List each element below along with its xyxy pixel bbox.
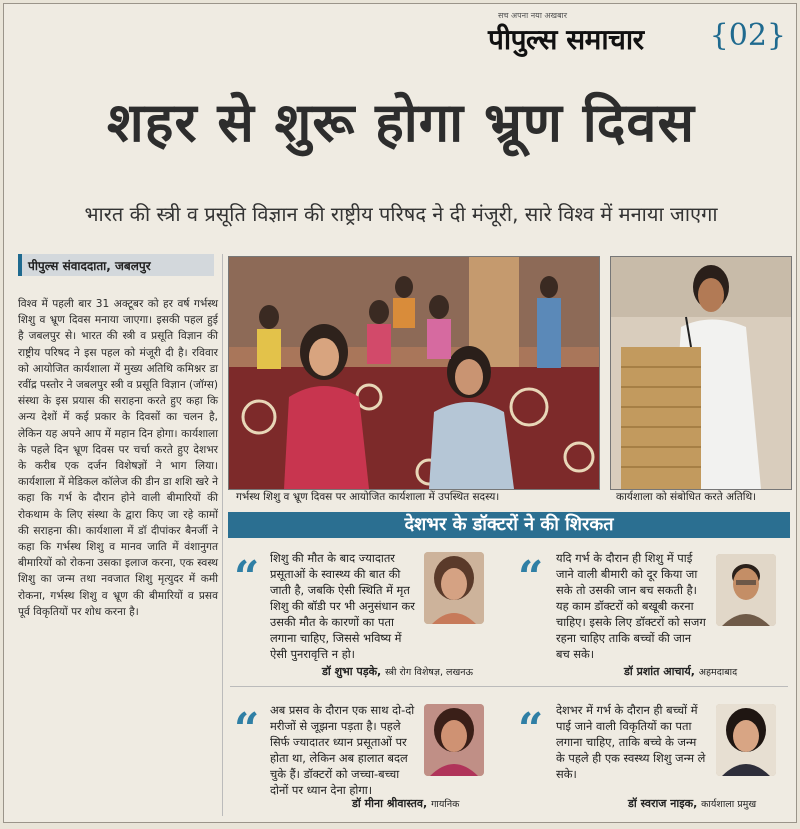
subheadline: भारत की स्त्री व प्रसूति विज्ञान की राष्ट्रीय परिषद ने दी मंजूरी, सारे विश्व में मनाया जाएगा — [84, 202, 718, 226]
portrait-meena-srivastava — [424, 704, 484, 776]
byline: पीपुल्स संवाददाता, जबलपुर — [18, 254, 214, 276]
masthead — [434, 8, 790, 72]
photo-caption-speaker: कार्यशाला को संबोधित करते अतिथि। — [616, 491, 757, 503]
quote-author-role-1: स्त्री रोग विशेषज्ञ, लखनऊ — [385, 667, 473, 678]
quote-mark-icon: “ — [518, 704, 544, 755]
quote-mark-icon: “ — [234, 552, 260, 603]
quote-author-name-4: डॉ स्वराज नाइक, — [628, 797, 698, 810]
photo-caption-audience: गर्भस्थ शिशु व भ्रूण दिवस पर आयोजित कार्यशाला में उपस्थित सदस्य। — [236, 491, 500, 503]
column-divider — [222, 254, 223, 816]
portrait-shubha-padke — [424, 552, 484, 624]
quote-text-4: देशभर में गर्भ के दौरान ही बच्चों में पाई जाने वाली विकृतियों का पता लगाना चाहिए, ताकि बच्चे के जन्म के पहले ही एक स्वस्थ्य शिशु जन्म ले सके। — [556, 703, 706, 781]
portrait-prashant-acharya — [716, 554, 776, 626]
quote-author-role-3: गायनिक — [431, 799, 460, 810]
speaker-photo — [610, 256, 792, 490]
quote-author-name-1: डॉ शुभा पड़के, — [322, 665, 382, 678]
newspaper-page — [3, 3, 797, 823]
quote-author-4 — [628, 796, 756, 811]
quote-text-2: यदि गर्भ के दौरान ही शिशु में पाई जाने वाली बीमारी को दूर किया जा सके तो उसकी जान बच सकती है। यह काम डॉक्टरों को बखूबी करना चाहिए। इसके लिए डॉक्टरों को सजग रहना चाहिए ताकि बच्चों की जान बच सके। — [556, 551, 706, 661]
quote-author-3 — [352, 796, 459, 811]
speaker-illustration — [611, 257, 791, 489]
workshop-audience-photo — [228, 256, 600, 490]
portrait-swaraj-naik — [716, 704, 776, 776]
page-number: {02} — [709, 18, 786, 53]
masthead-tagline: सच अपना नया अखबार — [498, 11, 568, 20]
quote-mark-icon: “ — [234, 704, 260, 755]
quote-author-name-2: डॉ प्रशांत आचार्य, — [624, 665, 695, 678]
article-body: विश्व में पहली बार 31 अक्टूबर को हर वर्ष गर्भस्थ शिशु व भ्रूण दिवस मनाया जाएगा। इसकी पहल हुई है जबलपुर से। भारत की स्त्री व प्रसूति विज्ञान की राष्ट्रीय परिषद ने इस पहल को मंजूरी दी है। रविवार को आयोजित कार्यशाला में मुख्य अतिथि कमिश्नर डा रवींद्र पस्तोर ने जबलपुर स्त्री व प्रसूति विज्ञान (जॉग्स) संस्था के इस प्रयास की सराहना करते हुए कहा कि अन्य देशों में कई प्रकार के दिवसों का चलन है, लेकिन यह अपने आप में महान दिन होगा। कार्यशाला के पहले दिन भ्रूण दिवस पर चर्चा करते हुए देशभर के करीब एक दर्जन विशेषज्ञों ने भाग लिया। कार्यशाला में मेडिकल कॉलेज की डीन डा शशि खरे ने कहा कि गर्भ के दौरान होने वाली बीमारियों की रोकथाम के लिए संस्था के द्वारा किए जा रहे कामों की सराहना की। कार्यशाला में डॉ दीपांकर बैनर्जी ने कहा कि गर्भस्थ शिशु व मानव जाति में वंशानुगत बीमारियों को रोकना उसका इलाज करना, एक स्वस्थ शिशु का जन्म तथा नवजात शिशु मृत्युदर में कमी रोकना, गर्भस्थ शिशु व भ्रूण की बीमारियों व प्रसव पूर्व विकृतियों पर शोध करना है। — [18, 298, 218, 618]
masthead-brand: पीपुल्स समाचार — [488, 23, 644, 56]
quote-text-1: शिशु की मौत के बाद ज्यादातर प्रसूताओं के स्वास्थ्य की बात की जाती है, जबकि ऐसी स्थिति में मृत शिशु की बॉडी पर भी अनुसंधान कर उसकी मौत के कारणों का पता लगाना चाहिए, जिससे भविष्य में ऐसी पुनरावृत्ति न हो। — [270, 551, 415, 661]
quote-mark-icon: “ — [518, 552, 544, 603]
headline: शहर से शुरू होगा भ्रूण दिवस — [107, 91, 695, 154]
quote-author-name-3: डॉ मीना श्रीवास्तव, — [352, 797, 428, 810]
quote-author-role-4: कार्यशाला प्रमुख — [701, 799, 757, 810]
quote-author-1 — [322, 664, 473, 679]
quote-text-3: अब प्रसव के दौरान एक साथ दो-दो मरीजों से जूझना पड़ता है। पहले सिर्फ ज्यादातर ध्यान प्रसूताओं पर होता था, लेकिन अब हालात बदल चुके हैं। डॉक्टरों को जच्चा-बच्चा दोनों पर ध्यान देना होगा। — [270, 703, 415, 797]
audience-illustration — [229, 257, 599, 489]
section-title-bar: देशभर के डॉक्टरों ने की शिरकत — [228, 512, 790, 538]
quote-author-2 — [624, 664, 737, 679]
quote-row-divider — [230, 686, 788, 687]
quote-author-role-2: अहमदाबाद — [698, 667, 738, 678]
